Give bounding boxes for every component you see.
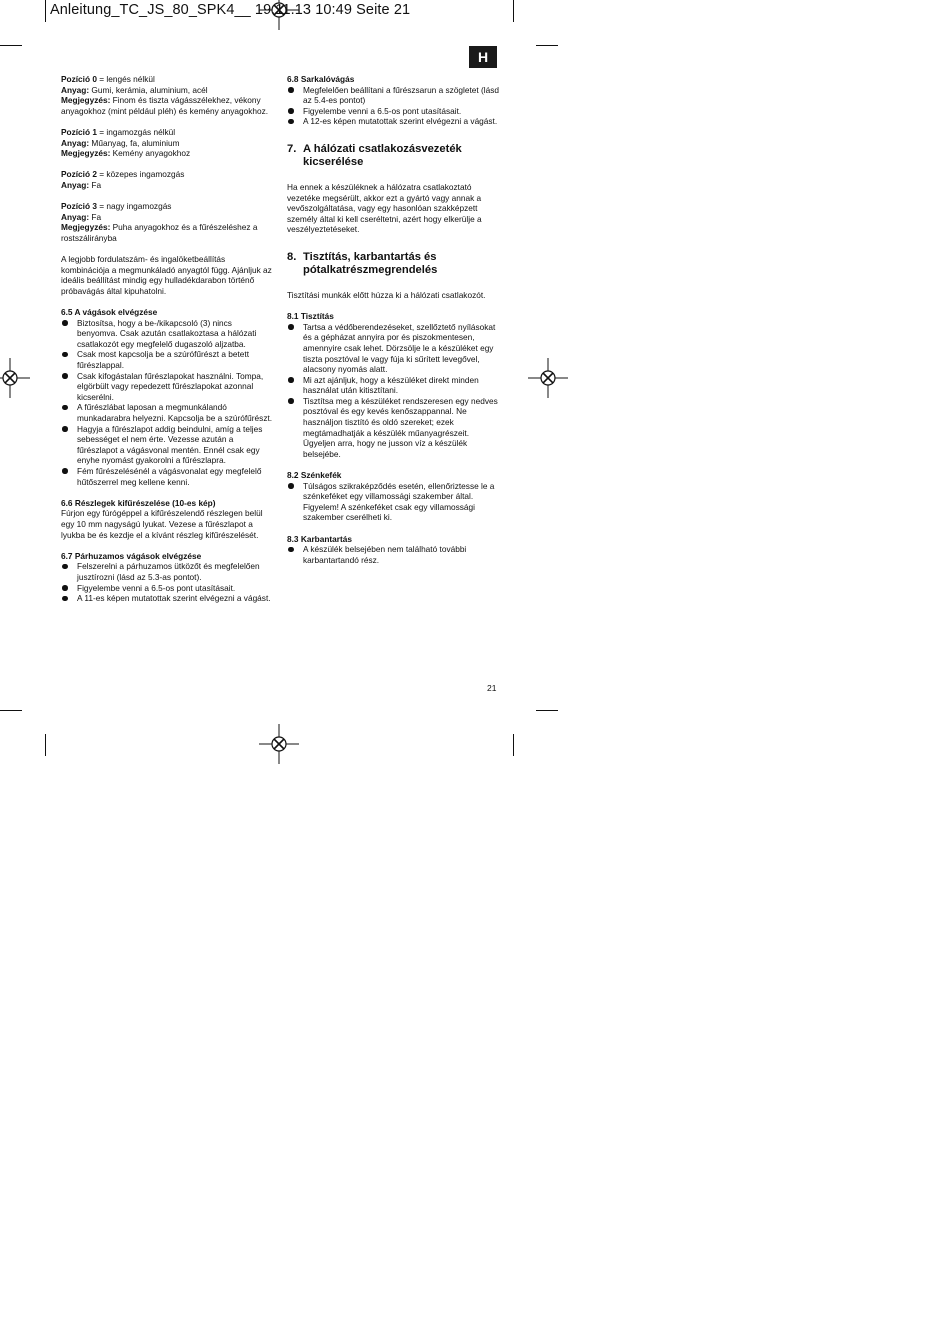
position-text: = nagy ingamozgás bbox=[96, 201, 172, 212]
registration-mark-icon bbox=[259, 724, 299, 764]
position-text: = ingamozgás nélkül bbox=[96, 126, 176, 137]
note-label: Megjegyzés: bbox=[61, 222, 111, 233]
material-text: Műanyag, fa, aluminium bbox=[89, 137, 180, 148]
note-label: Megjegyzés: bbox=[61, 148, 111, 159]
crop-mark bbox=[536, 710, 558, 711]
intro-paragraph: A legjobb fordulatszám- és ingalöketbeállítás kombinációja a megmunkáladó anyagtól függ. Ajánljuk az ideális beállítást mindig egy hulladékdarabon történő próbavágás által kipuhatolni. bbox=[61, 254, 272, 296]
chapter-number: 7. bbox=[287, 142, 297, 155]
list-item: Fém fűrészelésénél a vágásvonalat egy megfelelő hűtőszerrel meg kellene kenni. bbox=[61, 466, 273, 487]
section-heading-6-8: 6.8 Sarkalóvágás bbox=[287, 74, 355, 84]
material-text: Fa bbox=[89, 179, 102, 190]
registration-mark-icon bbox=[528, 358, 568, 398]
position-label: Pozíció 2 bbox=[61, 169, 97, 180]
material-label: Anyag: bbox=[61, 179, 90, 190]
left-column bbox=[61, 74, 273, 614]
crop-mark bbox=[45, 734, 46, 756]
crop-mark bbox=[513, 734, 514, 756]
position-1 bbox=[61, 127, 273, 159]
position-label: Pozíció 1 bbox=[61, 126, 97, 137]
material-label: Anyag: bbox=[61, 137, 90, 148]
list-item: Mi azt ajánljuk, hogy a készüléket direkt minden használat után kitisztítani. bbox=[287, 375, 499, 396]
note-label: Megjegyzés: bbox=[61, 95, 111, 106]
bullet-list-8-3 bbox=[287, 544, 499, 565]
right-column bbox=[287, 74, 499, 576]
material-text: Gumi, kerámia, aluminium, acél bbox=[89, 84, 208, 95]
section-heading-6-5: 6.5 A vágások elvégzése bbox=[61, 307, 158, 318]
note-text: Puha anyagokhoz és a fűrészeléshez a rostszálirányba bbox=[61, 222, 258, 243]
list-item: A 12-es képen mutatottak szerint elvégezni a vágást. bbox=[287, 116, 499, 127]
crop-mark bbox=[45, 0, 46, 22]
note-text: Finom és tiszta vágásszélekhez, vékony anyagokhoz (mint például pléh) és kemény anyagokhoz. bbox=[61, 95, 269, 116]
crop-mark bbox=[0, 710, 22, 711]
list-item: Túlságos szikraképződés esetén, ellenőriztesse le a szénkeféket egy villamossági szakember által. Figyelem! A szénkeféket csak egy villamossági szakember cserélheti ki. bbox=[287, 481, 499, 523]
position-2 bbox=[61, 169, 273, 190]
page-number: 21 bbox=[487, 683, 497, 693]
list-item: Figyelembe venni a 6.5-os pont utasításait. bbox=[287, 106, 499, 117]
list-item: Megfelelően beállítani a fűrészsarun a szögletet (lásd az 5.4-es pontot) bbox=[287, 85, 499, 106]
position-0 bbox=[61, 74, 273, 116]
position-text: = közepes ingamozgás bbox=[96, 169, 185, 180]
registration-mark-icon bbox=[0, 358, 30, 398]
bullet-list-6-8 bbox=[287, 85, 499, 127]
position-label: Pozíció 0 bbox=[61, 74, 97, 84]
section-heading-8-3: 8.3 Karbantartás bbox=[287, 533, 353, 544]
bullet-list-6-7 bbox=[61, 561, 273, 603]
material-label: Anyag: bbox=[61, 84, 90, 95]
position-label: Pozíció 3 bbox=[61, 201, 97, 212]
position-3 bbox=[61, 201, 273, 243]
chapter-heading-8 bbox=[287, 251, 499, 278]
bullet-list-8-1 bbox=[287, 322, 499, 460]
list-item: A készülék belsejében nem található további karbantartandó rész. bbox=[287, 544, 499, 565]
position-text: = lengés nélkül bbox=[96, 74, 155, 84]
chapter-title: A hálózati csatlakozásvezeték kicserélése bbox=[303, 142, 462, 169]
list-item: Figyelembe venni a 6.5-os pont utasításait. bbox=[61, 583, 273, 594]
crop-mark bbox=[513, 0, 514, 22]
section-heading-8-2: 8.2 Szénkefék bbox=[287, 470, 342, 481]
print-slug-header: Anleitung_TC_JS_80_SPK4__ 19.11.13 10:49 Seite 21 bbox=[50, 2, 411, 18]
chapter-text-7: Ha ennek a készüléknek a hálózatra csatlakoztató vezetéke megsérült, akkor ezt a gyártó vagy annak a vevőszolgáltatása, vagy egy hasonlóan szakképzett személy által ki kell cseréltetni, azért hogy elkerülje a veszélyeztetéseket. bbox=[287, 181, 482, 235]
material-text: Fa bbox=[89, 211, 102, 222]
list-item: Felszerelni a párhuzamos ütközőt és megfelelően jusztírozni (lásd az 5.3-as pontot). bbox=[61, 561, 273, 582]
crop-mark bbox=[0, 45, 22, 46]
section-heading-6-6: 6.6 Részlegek kifűrészelése (10-es kép) bbox=[61, 497, 216, 508]
list-item: Biztosítsa, hogy a be-/kikapcsoló (3) nincs benyomva. Csak azután csatlakoztasa a hálózati csatlakozót egy megfelelő dugaszoló aljzatba. bbox=[61, 318, 273, 350]
list-item: Hagyja a fűrészlapot addig beindulni, amíg a teljes sebességet el nem érte. Vezesse azután a fűrészlapot a vágásvonal mentén. Ennél csak egy enyhe nyomást gyakorolni a fűrészlapra. bbox=[61, 424, 273, 466]
language-tab: H bbox=[469, 46, 497, 68]
chapter-text-8: Tisztítási munkák előtt húzza ki a hálózati csatlakozót. bbox=[287, 289, 486, 300]
list-item: Csak most kapcsolja be a szúrófűrészt a betett fűrészlappal. bbox=[61, 349, 273, 370]
bullet-list-8-2 bbox=[287, 481, 499, 523]
list-item: A 11-es képen mutatottak szerint elvégezni a vágást. bbox=[61, 593, 273, 604]
list-item: Csak kifogástalan fűrészlapokat használni. Tompa, elgörbült vagy repedezett fűrészlapokat azonnal kicserélni. bbox=[61, 371, 273, 403]
chapter-heading-7 bbox=[287, 143, 499, 170]
list-item: Tartsa a védőberendezéseket, szellőztető nyílásokat és a gépházat annyira por és piszokmentesen, amennyire csak lehet. Dörzsölje le a készüléket egy tiszta posztóval le vagy fúja ki sűrített levegővel, alacsony nyomás alatt. bbox=[287, 322, 499, 375]
chapter-title: Tisztítás, karbantartás és pótalkatrészmegrendelés bbox=[303, 250, 438, 277]
list-item: A fűrészlábat laposan a megmunkálandó munkadarabra helyezni. Kapcsolja be a szúrófűrészt. bbox=[61, 402, 273, 423]
list-item: Tisztítsa meg a készüléket rendszeresen egy nedves posztóval és egy kevés kenőszappannal. Ne használjon tisztító és oldó szereket; ezek megtámadhatják a készülék műanyagrészeit. Ügyeljen arra, hogy ne jusson víz a készülék belsejébe. bbox=[287, 396, 499, 460]
section-text-6-6: Fúrjon egy fúrógéppel a kifűrészelendő részlegen belül egy 10 mm nagyságú lyukat. Vezese a fűrészlapot a lyukba be és kezdje el a kívánt részleg kifűrészelését. bbox=[61, 508, 263, 540]
section-heading-6-7: 6.7 Párhuzamos vágások elvégzése bbox=[61, 550, 202, 561]
chapter-number: 8. bbox=[287, 250, 297, 263]
material-label: Anyag: bbox=[61, 211, 90, 222]
crop-mark bbox=[536, 45, 558, 46]
section-heading-8-1: 8.1 Tisztítás bbox=[287, 311, 334, 322]
bullet-list-6-5 bbox=[61, 318, 273, 488]
note-text: Kemény anyagokhoz bbox=[110, 148, 191, 159]
